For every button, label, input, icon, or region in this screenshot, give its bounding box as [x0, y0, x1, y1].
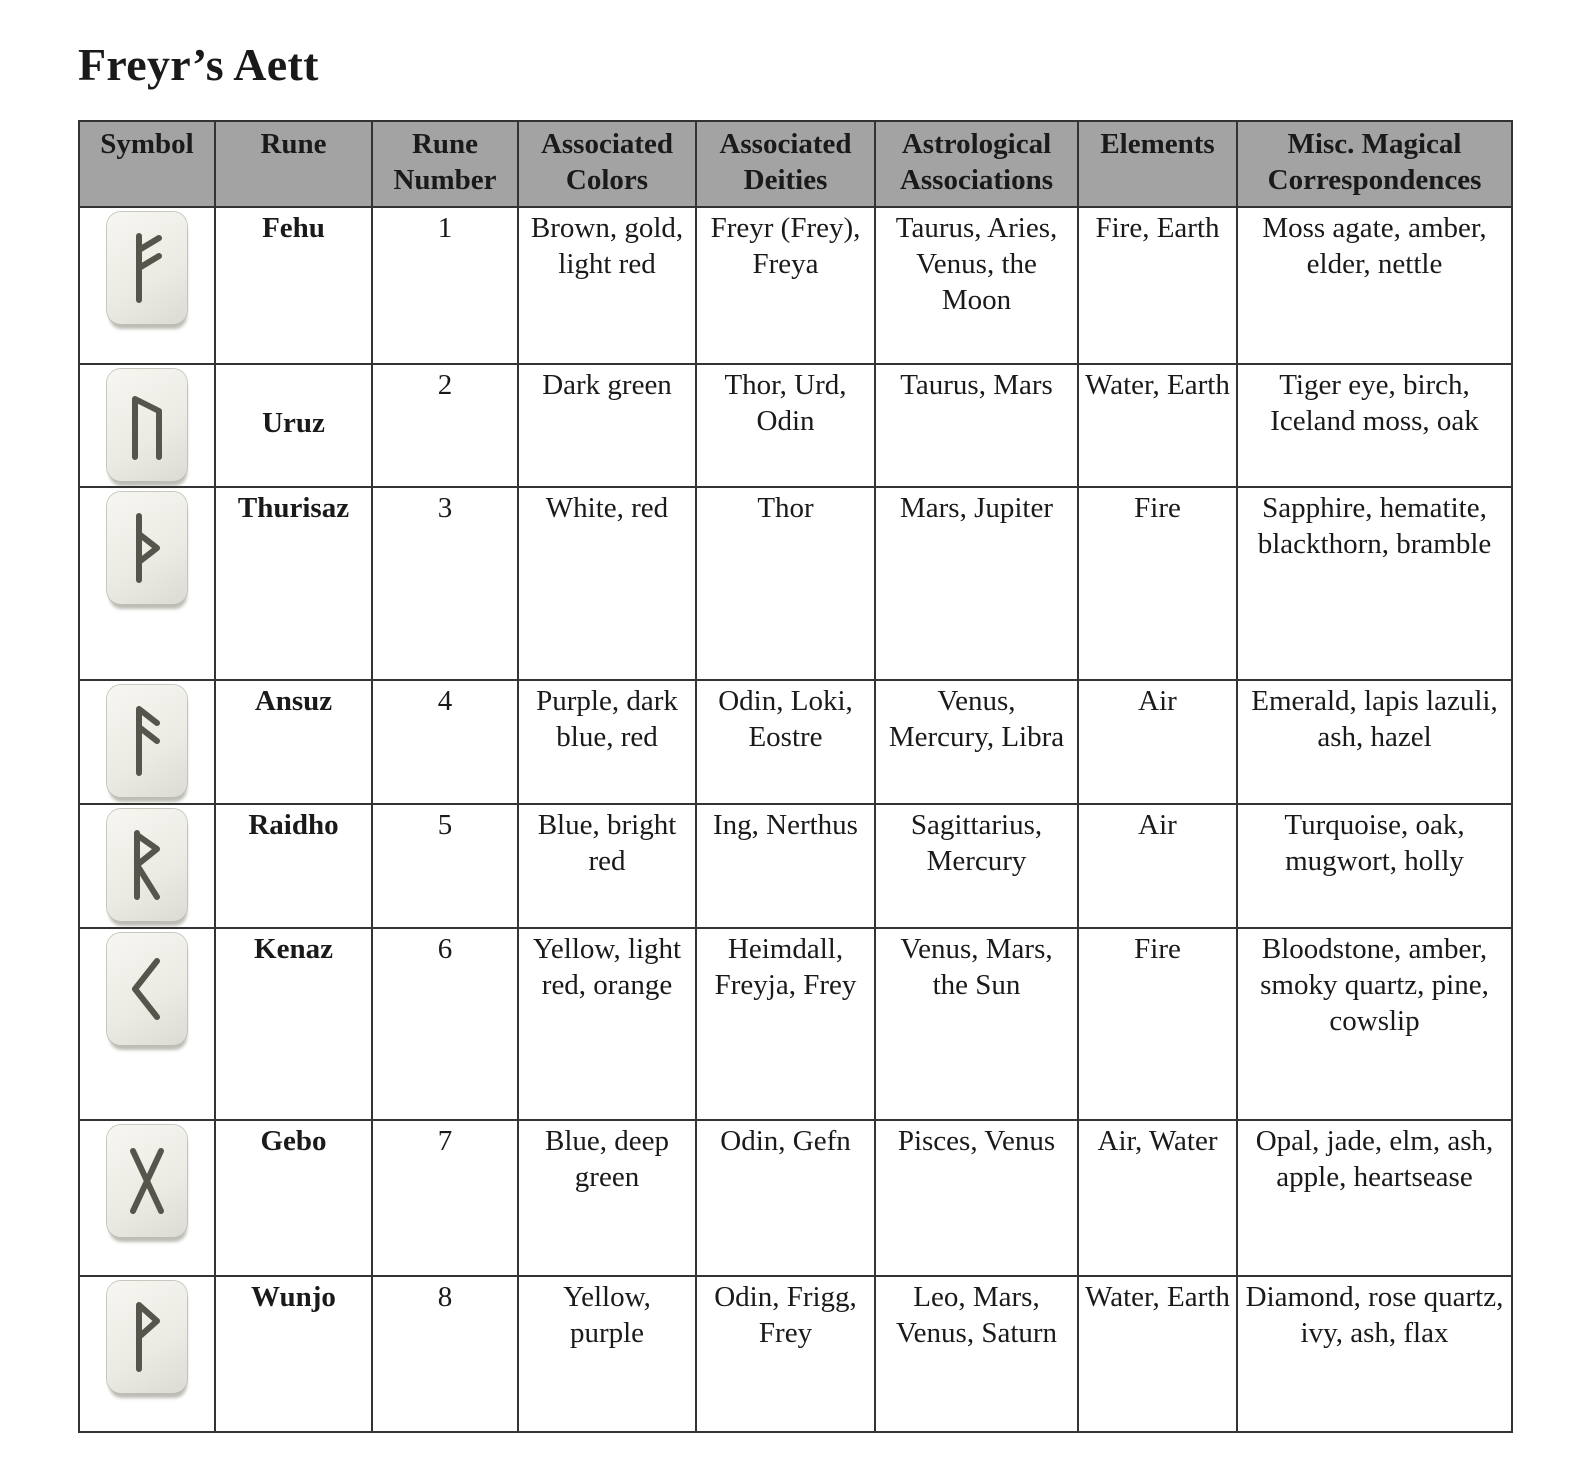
- colors-cell: White, red: [518, 487, 696, 680]
- header-rune: Rune: [215, 121, 372, 207]
- deities-cell: Odin, Gefn: [696, 1120, 875, 1276]
- rune-tile: [107, 933, 187, 1045]
- table-row: [79, 1276, 1512, 1432]
- page-title: Freyr’s Aett: [78, 39, 319, 90]
- misc-cell: Turquoise, oak, mugwort, holly: [1237, 804, 1512, 928]
- elements-cell: Air: [1078, 680, 1237, 804]
- table-row: [79, 364, 1512, 487]
- deities-cell: Heimdall, Freyja, Frey: [696, 928, 875, 1120]
- elements-cell: Fire: [1078, 928, 1237, 1120]
- symbol-cell: [79, 928, 215, 1120]
- rune-name: Gebo: [215, 1120, 372, 1276]
- gebo-rune-icon: [119, 1141, 175, 1221]
- rune-tile: [107, 809, 187, 921]
- header-colors: Associated Colors: [518, 121, 696, 207]
- colors-cell: Dark green: [518, 364, 696, 487]
- fehu-rune-icon: [119, 228, 175, 308]
- deities-cell: Odin, Loki, Eostre: [696, 680, 875, 804]
- colors-cell: Brown, gold, light red: [518, 207, 696, 364]
- rune-name: Fehu: [215, 207, 372, 364]
- elements-cell: Water, Earth: [1078, 364, 1237, 487]
- deities-cell: Ing, Nerthus: [696, 804, 875, 928]
- rune-number: 7: [372, 1120, 518, 1276]
- rune-name: Thurisaz: [215, 487, 372, 680]
- colors-cell: Blue, deep green: [518, 1120, 696, 1276]
- table-row: [79, 680, 1512, 804]
- table-row: [79, 1120, 1512, 1276]
- symbol-cell: [79, 1120, 215, 1276]
- symbol-cell: [79, 487, 215, 680]
- rune-number: 1: [372, 207, 518, 364]
- misc-cell: Diamond, rose quartz, ivy, ash, flax: [1237, 1276, 1512, 1432]
- symbol-cell: [79, 1276, 215, 1432]
- symbol-cell: [79, 804, 215, 928]
- rune-number: 4: [372, 680, 518, 804]
- header-row: [79, 121, 1512, 207]
- rune-name: Raidho: [215, 804, 372, 928]
- astrological-cell: Pisces, Venus: [875, 1120, 1078, 1276]
- misc-cell: Moss agate, amber, elder, nettle: [1237, 207, 1512, 364]
- rune-tile: [107, 369, 187, 481]
- thurisaz-rune-icon: [119, 508, 175, 588]
- rune-name: Ansuz: [215, 680, 372, 804]
- colors-cell: Yellow, light red, orange: [518, 928, 696, 1120]
- rune-number: 5: [372, 804, 518, 928]
- rune-tile: [107, 1125, 187, 1237]
- header-astrological: Astrological Associations: [875, 121, 1078, 207]
- astrological-cell: Venus, Mercury, Libra: [875, 680, 1078, 804]
- misc-cell: Bloodstone, amber, smoky quartz, pine, cowslip: [1237, 928, 1512, 1120]
- header-elements: Elements: [1078, 121, 1237, 207]
- astrological-cell: Venus, Mars, the Sun: [875, 928, 1078, 1120]
- rune-tile: [107, 685, 187, 797]
- rune-name: Kenaz: [215, 928, 372, 1120]
- kenaz-rune-icon: [119, 949, 175, 1029]
- table-row: [79, 207, 1512, 364]
- astrological-cell: Mars, Jupiter: [875, 487, 1078, 680]
- uruz-rune-icon: [119, 385, 175, 465]
- table-row: [79, 487, 1512, 680]
- astrological-cell: Sagittarius, Mercury: [875, 804, 1078, 928]
- elements-cell: Air: [1078, 804, 1237, 928]
- table-row: [79, 804, 1512, 928]
- symbol-cell: [79, 680, 215, 804]
- rune-name: Wunjo: [215, 1276, 372, 1432]
- rune-number: 2: [372, 364, 518, 487]
- raidho-rune-icon: [119, 825, 175, 905]
- misc-cell: Tiger eye, birch, Iceland moss, oak: [1237, 364, 1512, 487]
- colors-cell: Yellow, purple: [518, 1276, 696, 1432]
- rune-tile: [107, 492, 187, 604]
- rune-number: 3: [372, 487, 518, 680]
- elements-cell: Air, Water: [1078, 1120, 1237, 1276]
- deities-cell: Thor, Urd, Odin: [696, 364, 875, 487]
- rune-tile: [107, 212, 187, 324]
- rune-name: Uruz: [215, 364, 372, 487]
- misc-cell: Sapphire, hematite, blackthorn, bramble: [1237, 487, 1512, 680]
- runes-table: [78, 120, 1513, 1433]
- symbol-cell: [79, 207, 215, 364]
- rune-tile: [107, 1281, 187, 1393]
- rune-number: 8: [372, 1276, 518, 1432]
- astrological-cell: Leo, Mars, Venus, Saturn: [875, 1276, 1078, 1432]
- colors-cell: Blue, bright red: [518, 804, 696, 928]
- deities-cell: Thor: [696, 487, 875, 680]
- deities-cell: Freyr (Frey), Freya: [696, 207, 875, 364]
- header-rune-number: Rune Number: [372, 121, 518, 207]
- header-misc: Misc. Magical Correspondences: [1237, 121, 1512, 207]
- astrological-cell: Taurus, Aries, Venus, the Moon: [875, 207, 1078, 364]
- symbol-cell: [79, 364, 215, 487]
- misc-cell: Emerald, lapis lazuli, ash, hazel: [1237, 680, 1512, 804]
- elements-cell: Fire: [1078, 487, 1237, 680]
- elements-cell: Fire, Earth: [1078, 207, 1237, 364]
- deities-cell: Odin, Frigg, Frey: [696, 1276, 875, 1432]
- elements-cell: Water, Earth: [1078, 1276, 1237, 1432]
- table-row: [79, 928, 1512, 1120]
- misc-cell: Opal, jade, elm, ash, apple, heartsease: [1237, 1120, 1512, 1276]
- rune-number: 6: [372, 928, 518, 1120]
- astrological-cell: Taurus, Mars: [875, 364, 1078, 487]
- colors-cell: Purple, dark blue, red: [518, 680, 696, 804]
- wunjo-rune-icon: [119, 1297, 175, 1377]
- header-deities: Associated Deities: [696, 121, 875, 207]
- ansuz-rune-icon: [119, 701, 175, 781]
- header-symbol: Symbol: [79, 121, 215, 207]
